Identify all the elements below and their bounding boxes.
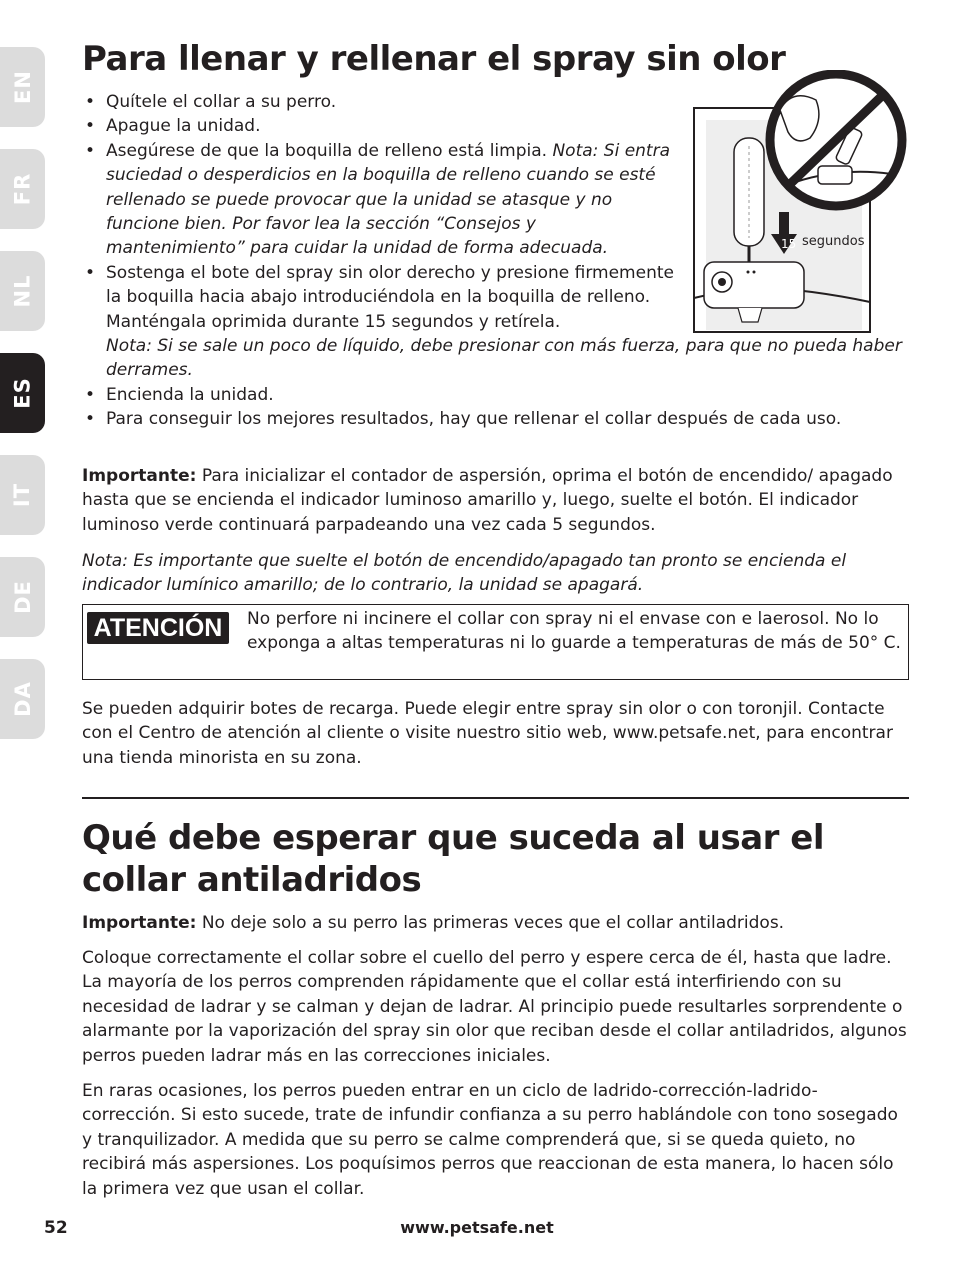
seconds-number: 15 bbox=[781, 237, 797, 251]
bullet-text: Quítele el collar a su perro. bbox=[106, 92, 337, 112]
important-label: Importante: bbox=[82, 913, 197, 933]
important-paragraph bbox=[82, 911, 910, 935]
bullet-text: Sostenga el bote del spray sin olor derecho y presione firmemente la boquilla hacia abajo introduciéndola en la boquilla de relleno. Manténgala oprimida durante 15 segundos y retírela. bbox=[106, 262, 674, 332]
lang-tab-label: IT bbox=[10, 482, 35, 508]
lang-tab-label: NL bbox=[10, 274, 35, 308]
list-item bbox=[82, 261, 676, 334]
lang-tab-da bbox=[0, 659, 45, 739]
lang-tab-nl bbox=[0, 251, 45, 331]
list-item bbox=[82, 334, 910, 383]
bullet-note: Nota: Si se sale un poco de líquido, debe presionar con más fuerza, para que no pueda haber derrames. bbox=[106, 336, 902, 381]
section-title: Para llenar y rellenar el spray sin olor bbox=[82, 39, 786, 79]
lang-tab-it bbox=[0, 455, 45, 535]
body-paragraph: Coloque correctamente el collar sobre el cuello del perro y espere cerca de él, hasta que ladre. La mayoría de los perros comprenden rápidamente que el collar está interfiriendo con su necesidad de ladrar y se calman y dejan de ladrar. Al principio puede resultarles sorprendente o alarmante por la vaporización del spray sin olor que reciban desde el collar antiladridos, algunos perros pueden ladrar más en las correcciones iniciales. bbox=[82, 948, 907, 1066]
note-paragraph: Nota: Es importante que suelte el botón de encendido/apagado tan pronto se encienda el indicador lumínico amarillo; de lo contrario, la unidad se apagará. bbox=[82, 551, 847, 596]
lang-tab-en bbox=[0, 47, 45, 127]
lang-tab-label: DE bbox=[10, 580, 35, 614]
lang-tab-label: ES bbox=[10, 377, 35, 409]
refill-illustration bbox=[692, 70, 910, 334]
refill-paragraph: Se pueden adquirir botes de recarga. Puede elegir entre spray sin olor o con toronjil. Contacte con el Centro de atención al cliente o visite nuestro sitio web, www.petsafe.net, para encontrar una tienda minorista en su zona. bbox=[82, 699, 893, 768]
lang-tab-label: EN bbox=[10, 70, 35, 104]
footer-url: www.petsafe.net bbox=[400, 1218, 554, 1237]
body-paragraph: En raras ocasiones, los perros pueden entrar en un ciclo de ladrido-corrección-ladrido-corrección. Si esto sucede, trate de infundir confianza a su perro hablándole con tono sosegado y tranquilizador. A medida que su perro se calme comprenderá que, si se queda quieto, no recibirá más aspersiones. Los poquísimos perros que reaccionan de esta manera, lo hacen sólo la primera vez que usan el collar. bbox=[82, 1081, 898, 1199]
page-number: 52 bbox=[44, 1218, 68, 1238]
lang-tab-label: DA bbox=[10, 681, 35, 717]
important-label: Importante: bbox=[82, 466, 197, 486]
important-text: No deje solo a su perro las primeras veces que el collar antiladridos. bbox=[201, 913, 785, 933]
bullet-text: Asegúrese de que la boquilla de relleno está limpia. bbox=[106, 140, 548, 161]
important-text: Para inicializar el contador de aspersión, oprima el botón de encendido/ apagado hasta que se encienda el indicador luminoso amarillo y, luego, suelte el botón. El indicador luminoso verde continuará parpadeando una vez cada 5 segundos. bbox=[82, 466, 893, 535]
bullet-note: Nota: Si entra suciedad o desperdicios en la boquilla de relleno cuando se esté rellenado se puede provocar que la unidad se atasque y no funcione bien. Por favor lea la sección “Consejos y mantenimiento” para cuidar la unidad de forma adecuada. bbox=[106, 140, 671, 259]
refill-diagram bbox=[692, 70, 910, 334]
lang-tab-es bbox=[0, 353, 45, 433]
bullet-text: Encienda la unidad. bbox=[106, 384, 274, 405]
list-item bbox=[82, 139, 676, 261]
lang-tab-de bbox=[0, 557, 45, 637]
bullet-text: Para conseguir los mejores resultados, hay que rellenar el collar después de cada uso. bbox=[106, 409, 842, 430]
warning-box bbox=[82, 604, 909, 680]
section-divider bbox=[82, 797, 909, 799]
bullet-text: Apague la unidad. bbox=[106, 116, 261, 137]
warning-badge: ATENCIÓN bbox=[87, 612, 229, 644]
lang-tab-fr bbox=[0, 149, 45, 229]
important-paragraph bbox=[82, 464, 910, 537]
warning-text: No perfore ni incinere el collar con spray ni el envase con e laerosol. No lo exponga a altas temperaturas ni lo guarde a temperaturas de más de 50° C. bbox=[247, 609, 901, 654]
lang-tab-label: FR bbox=[10, 172, 35, 206]
list-item bbox=[82, 383, 910, 407]
seconds-label: segundos bbox=[802, 234, 865, 249]
list-item bbox=[82, 407, 910, 431]
section-title: Qué debe esperar que suceda al usar el collar antiladridos bbox=[82, 818, 824, 900]
